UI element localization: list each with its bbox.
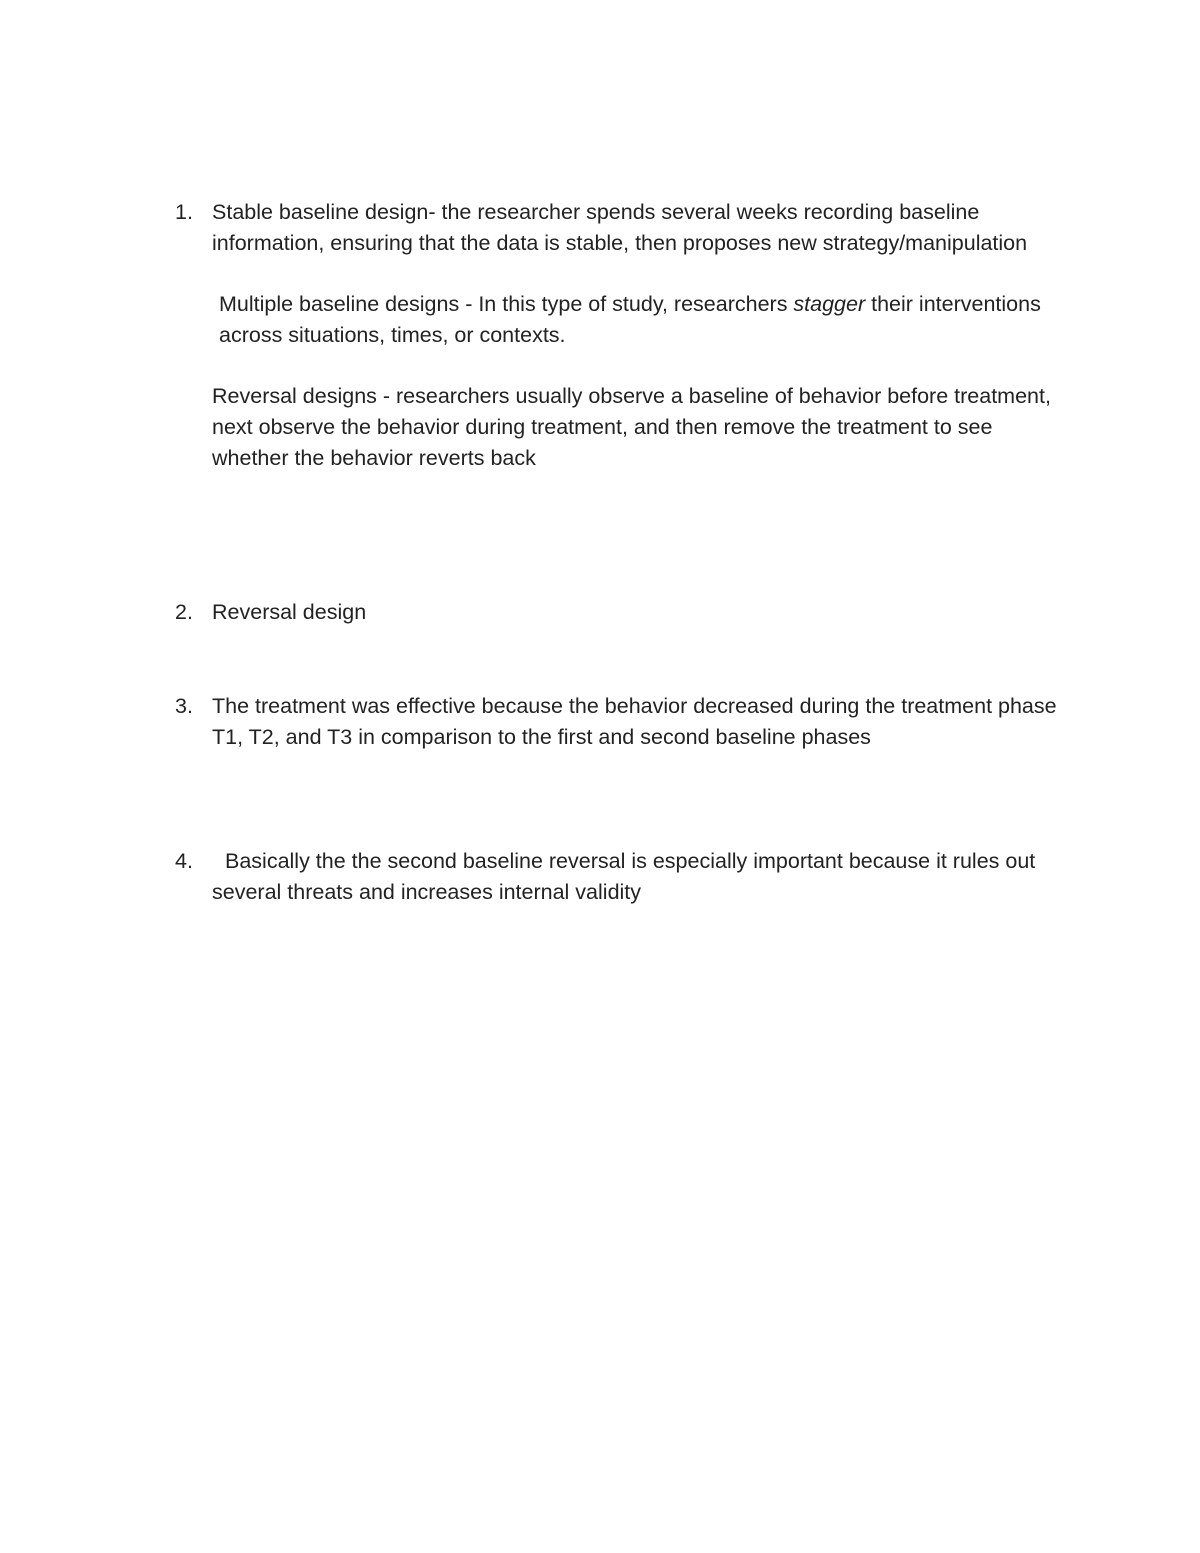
list-number: 4.: [175, 849, 193, 873]
list-item-text: The treatment was effective because the behavior decreased during the treatment phase T1, T2, and T3 in comparison to the first and second baseline phases: [212, 694, 1057, 749]
list-number: 1.: [175, 200, 193, 224]
italic-text: stagger: [793, 292, 866, 316]
list-item-text: Basically the the second baseline reversal is especially important because it rules out several threats and increases internal validity: [212, 849, 1036, 904]
text-run: their interventions across situations, times, or contexts.: [219, 292, 1041, 347]
list-item: [175, 597, 1075, 628]
list-number: 3.: [175, 694, 193, 718]
list-item-text: Reversal designs - researchers usually observe a baseline of behavior before treatment, next observe the behavior during treatment, and then remove the treatment to see whether the behavior reverts back: [212, 384, 1051, 470]
list-item-text: Reversal design: [212, 600, 367, 624]
list-item: [175, 691, 1075, 753]
text-run: Multiple baseline designs - In this type of study, researchers: [219, 292, 794, 316]
list-item: [175, 197, 1075, 474]
list-item-text: [212, 289, 1079, 351]
list-number: 2.: [175, 600, 193, 624]
list-item: [175, 846, 1075, 908]
list-item-text: Stable baseline design- the researcher spends several weeks recording baseline information, ensuring that the data is stable, then proposes new strategy/manipulation: [212, 200, 1028, 255]
